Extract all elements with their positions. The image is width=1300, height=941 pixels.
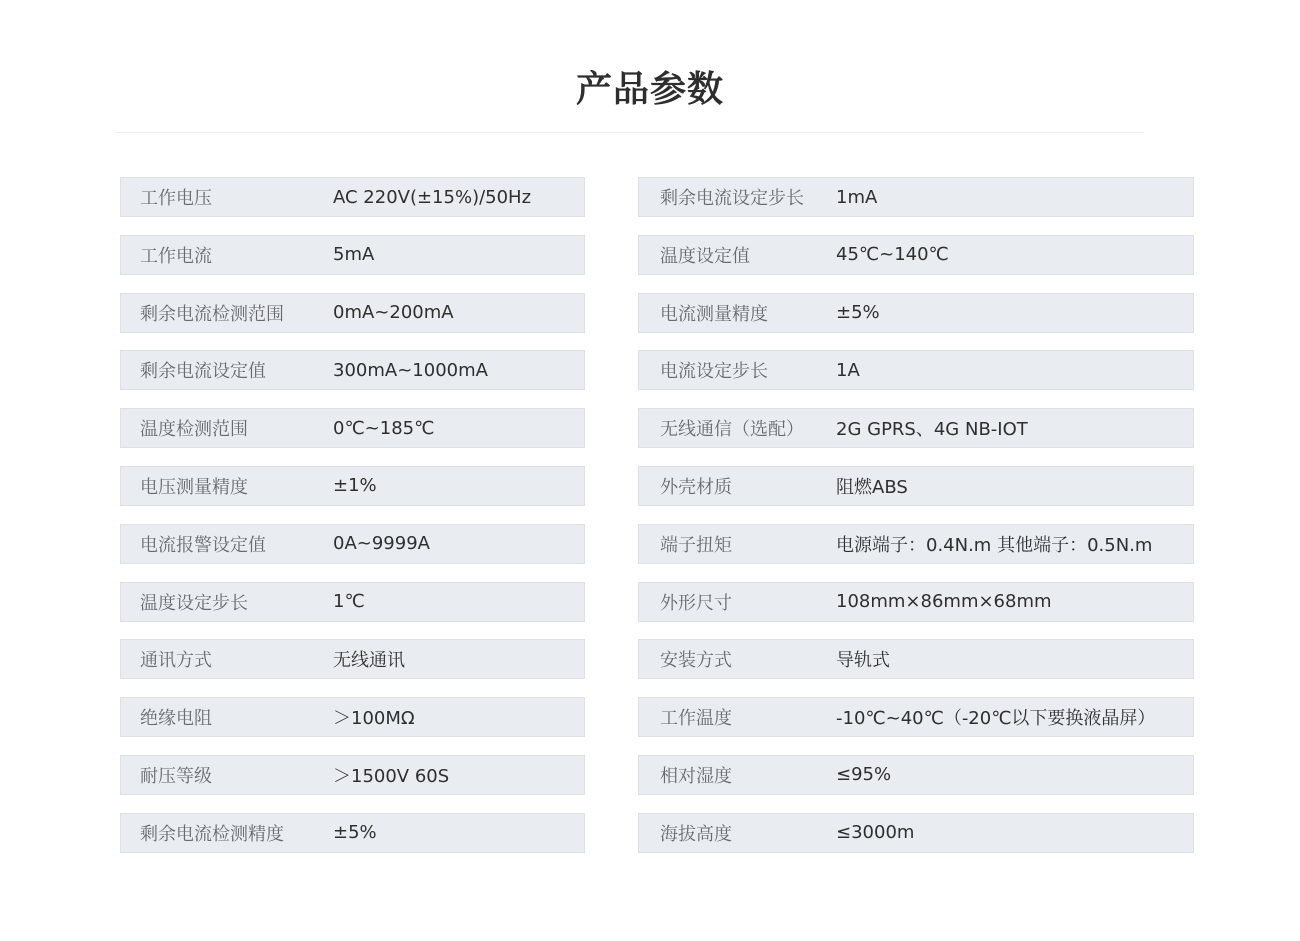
spec-label: 剩余电流设定值 bbox=[140, 361, 266, 383]
spec-column-left bbox=[120, 177, 585, 871]
page-title: 产品参数 bbox=[575, 69, 724, 111]
spec-label: 绝缘电阻 bbox=[140, 708, 212, 730]
spec-row bbox=[120, 582, 585, 622]
spec-label: 工作电压 bbox=[140, 188, 212, 209]
spec-value: 0A~9999A bbox=[333, 533, 430, 555]
spec-column-right bbox=[638, 177, 1194, 871]
spec-value: 1mA bbox=[836, 186, 878, 208]
spec-label: 剩余电流检测精度 bbox=[140, 823, 284, 845]
spec-row bbox=[638, 524, 1194, 564]
spec-row bbox=[638, 235, 1194, 275]
spec-row bbox=[638, 755, 1194, 795]
spec-label: 外壳材质 bbox=[660, 476, 732, 498]
spec-value: 1A bbox=[836, 359, 860, 381]
spec-value: 阻燃ABS bbox=[836, 476, 908, 498]
spec-row bbox=[120, 177, 585, 217]
spec-label: 外形尺寸 bbox=[660, 592, 732, 614]
spec-row bbox=[638, 639, 1194, 679]
spec-label: 耐压等级 bbox=[140, 765, 212, 787]
spec-row bbox=[638, 408, 1194, 448]
spec-value: 无线通讯 bbox=[333, 650, 405, 672]
spec-row bbox=[120, 235, 585, 275]
spec-label: 电流测量精度 bbox=[660, 303, 768, 325]
spec-row bbox=[638, 350, 1194, 390]
spec-row bbox=[638, 697, 1194, 737]
spec-value: ±5% bbox=[836, 302, 880, 324]
spec-label: 相对湿度 bbox=[660, 765, 732, 787]
spec-row bbox=[638, 293, 1194, 333]
spec-value: 1℃ bbox=[333, 591, 365, 613]
spec-row bbox=[638, 466, 1194, 506]
spec-value: ±1% bbox=[333, 475, 377, 497]
spec-label: 电流设定步长 bbox=[660, 361, 768, 383]
spec-value: ＞100MΩ bbox=[333, 708, 415, 730]
spec-label: 电流报警设定值 bbox=[140, 534, 266, 556]
spec-value: AC 220V(±15%)/50Hz bbox=[333, 186, 532, 208]
spec-value: 108mm×86mm×68mm bbox=[836, 591, 1052, 613]
spec-row bbox=[120, 293, 585, 333]
spec-value: 0mA~200mA bbox=[333, 302, 454, 324]
spec-label: 通讯方式 bbox=[140, 650, 212, 672]
spec-value: 5mA bbox=[333, 244, 375, 266]
spec-value: 电源端子：0.4N.m 其他端子：0.5N.m bbox=[836, 534, 1153, 556]
spec-label: 剩余电流检测范围 bbox=[140, 303, 284, 325]
spec-row bbox=[120, 466, 585, 506]
spec-row bbox=[120, 408, 585, 448]
spec-row bbox=[120, 639, 585, 679]
spec-label: 工作电流 bbox=[140, 245, 212, 267]
spec-value: ≤95% bbox=[836, 764, 892, 786]
spec-label: 安装方式 bbox=[660, 650, 732, 672]
spec-row bbox=[120, 350, 585, 390]
spec-value: 2G GPRS、4G NB-IOT bbox=[836, 419, 1028, 441]
title-divider bbox=[116, 132, 1144, 133]
spec-value: ≤3000m bbox=[836, 822, 915, 844]
spec-label: 工作温度 bbox=[660, 708, 732, 730]
spec-label: 端子扭矩 bbox=[660, 534, 732, 556]
spec-row bbox=[120, 755, 585, 795]
spec-label: 电压测量精度 bbox=[140, 476, 248, 498]
spec-row bbox=[120, 524, 585, 564]
spec-value: ＞1500V 60S bbox=[333, 765, 450, 787]
spec-row bbox=[638, 813, 1194, 853]
spec-value: 45℃~140℃ bbox=[836, 244, 949, 266]
spec-value: 导轨式 bbox=[836, 650, 890, 672]
spec-value: -10℃~40℃（-20℃以下要换液晶屏） bbox=[836, 708, 1156, 730]
spec-row bbox=[120, 813, 585, 853]
spec-row bbox=[638, 177, 1194, 217]
spec-value: 300mA~1000mA bbox=[333, 359, 488, 381]
spec-row bbox=[638, 582, 1194, 622]
spec-label: 无线通信（选配） bbox=[660, 419, 804, 441]
spec-value: ±5% bbox=[333, 822, 377, 844]
spec-row bbox=[120, 697, 585, 737]
spec-value: 0℃~185℃ bbox=[333, 417, 435, 439]
spec-label: 海拔高度 bbox=[660, 823, 732, 845]
spec-label: 剩余电流设定步长 bbox=[660, 188, 804, 209]
spec-label: 温度设定步长 bbox=[140, 592, 248, 614]
spec-label: 温度设定值 bbox=[660, 245, 750, 267]
spec-label: 温度检测范围 bbox=[140, 419, 248, 441]
